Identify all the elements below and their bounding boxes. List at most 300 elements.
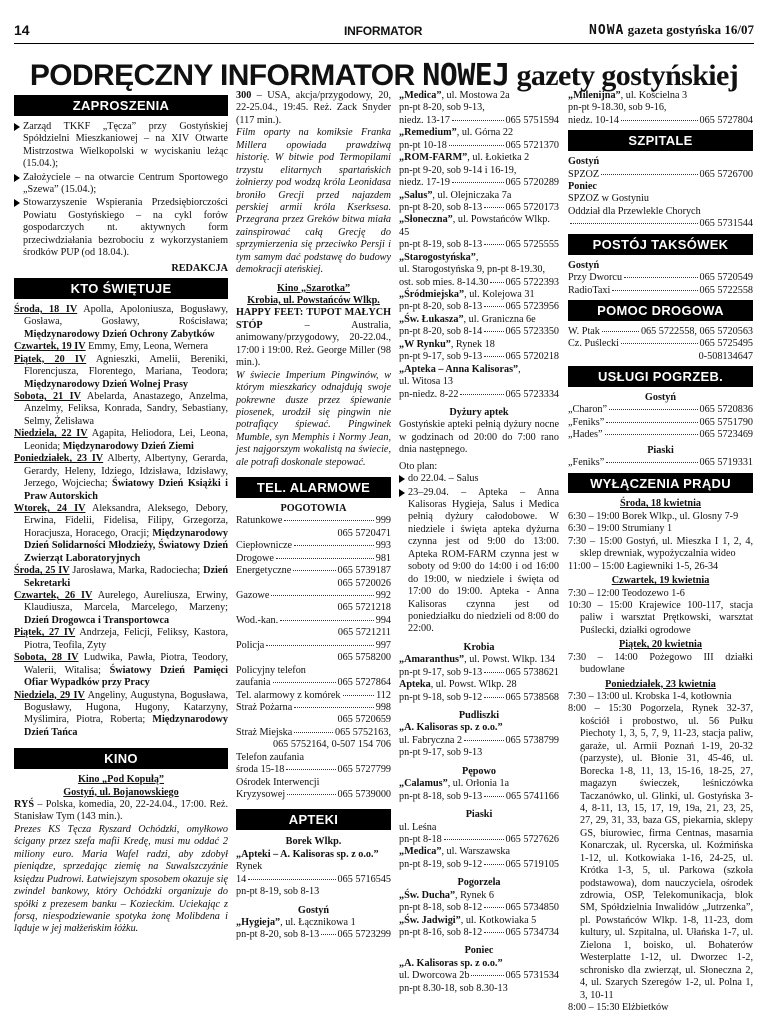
zaproszenie-item: Zarząd TKKF „Tęcza” przy Gostyńskiej Spółdzielni Mieszkaniowej – na XIV Otwarte Mistrzostwa Wielkopolski w wyciskaniu leżąc (15.04.); <box>14 121 228 171</box>
tel-row <box>236 540 391 552</box>
outage-item: 7:30 – 14:00 Pożegowo III działki budowlane <box>568 651 753 676</box>
pomoc-drogowa-header: POMOC DROGOWA <box>568 300 753 321</box>
dot-leader <box>471 975 503 976</box>
pharmacy-name: „Milenijna” <box>568 90 621 101</box>
pharmacy-phone-row <box>399 692 559 704</box>
kto-swietuje-list <box>14 304 228 739</box>
pharmacy-addr: Rynek <box>236 861 263 873</box>
apteki-krobia-head: Krobia <box>463 641 495 653</box>
nameday-date: Sobota, 21 IV <box>14 391 82 403</box>
row-label: Ratunkowe <box>236 515 283 527</box>
pharmacy-name: „Salus” <box>399 189 433 201</box>
pharmacy-line <box>399 289 559 301</box>
row-label: środa 15-18 <box>236 764 285 776</box>
row-value: 992 <box>375 590 391 602</box>
pharmacy-entry <box>236 917 391 942</box>
pharmacy-line <box>399 915 559 927</box>
tel-alarmowe-list <box>236 515 391 801</box>
tel-row <box>236 764 391 776</box>
pharmacy-addr: ul. Witosa 13 <box>399 376 454 388</box>
pharmacy-phone-row <box>399 140 559 152</box>
tel-row <box>236 690 391 702</box>
pogrzeb-gostyn: Gostyń <box>644 392 677 403</box>
pharmacy-entry <box>399 958 559 995</box>
zaproszenia-signature: REDAKCJA <box>171 262 228 274</box>
row-label: pn-pt 8-19, sob 8-13 <box>399 239 483 251</box>
row-label: Cz. Puślecki <box>568 338 619 350</box>
pharmacy-addr: ul. Starogostyńska 9, pn-pt 8-19.30, <box>399 264 546 276</box>
row-value: 065 5721370 <box>505 139 559 151</box>
kino-venue-2: Kino „Szarotka” <box>276 282 351 294</box>
dot-leader <box>294 545 374 546</box>
pharmacy-addr: , ul. Mostowa 2a <box>441 90 510 101</box>
pharmacy-phone-row <box>399 301 559 313</box>
dot-leader <box>444 839 504 840</box>
plan-item: 23–29.04. – Apteka – Anna Kalisoras Hygieja, Salus i Medica pełnią dyżury całodobowe. W niedziele i święta apteka dyżurna czynna jest od 9:00 do 13:00. Apteka ROM-FARM czynna jest w soboty od 9:00 do 14:00 i od 16:00 do 19:00, w niedziele i święta od 17:00 do 19:00. Apteka - Anna Kalisoras czynna jest od poniedziałku do niedzieli od 8:00 do 22:00. <box>399 487 559 636</box>
outage-date: Czwartek, 19 kwietnia <box>611 575 710 587</box>
szpitale-poniec: Poniec <box>568 181 597 193</box>
tel-row <box>236 515 391 527</box>
row-value: 065 5720173 <box>505 201 559 213</box>
row-value: 065 5725555 <box>505 239 559 251</box>
pharmacy-hours: pn-pt 8.30-18, sob 8.30-13 <box>399 982 508 994</box>
section-title: INFORMATOR <box>344 24 423 38</box>
szpital-label: SPZOZ <box>568 168 600 180</box>
nameday-occasion: Dzień Drogowca i Transportowca <box>24 614 170 626</box>
row-label: Ciepłownicze <box>236 540 293 552</box>
dot-leader <box>266 645 373 646</box>
pharmacy-line <box>399 679 559 691</box>
dot-leader <box>606 422 697 423</box>
row-value: 065 5723299 <box>337 929 391 941</box>
nameday-date: Czwartek, 19 IV <box>14 341 86 353</box>
pharmacy-addr: , ul. Powstańców Wlkp. 45 <box>399 214 550 238</box>
film-300 <box>236 90 391 127</box>
pomoc-extra: 0-508134647 <box>698 350 753 362</box>
pharmacy-addr: , Rynek 18 <box>450 338 495 350</box>
nameday-names: Alberty, Albertyny, Gerarda, Gerardy, Heleny, Idziego, Idzisława, Idzisławy, Jerzego, Wojciecha; <box>24 453 228 490</box>
dot-leader <box>624 277 697 278</box>
nameday-entry <box>14 690 228 740</box>
pharmacy-name: „Starogostyńska” <box>399 251 476 263</box>
tel-row <box>236 615 391 627</box>
dot-leader <box>484 697 503 698</box>
nameday-entry <box>14 565 228 590</box>
row-label: RadioTaxi <box>568 284 611 296</box>
nameday-date: Piątek, 20 IV <box>14 353 87 365</box>
pharmacy-addr: , ul. Kościelna 3 <box>620 90 688 101</box>
szpital-poniec-l2: Oddział dla Przewlekle Chorych <box>568 205 701 217</box>
pharmacy-entry <box>236 849 391 899</box>
pharmacy-name: „W Rynku” <box>399 338 451 350</box>
dot-leader <box>490 282 503 283</box>
kino-header: KINO <box>14 748 228 769</box>
uslugi-pogrzeb-header: USŁUGI POGRZEB. <box>568 366 753 387</box>
kino-venue-1-addr: Gostyń, ul. Bojanowskiego <box>63 786 179 798</box>
row-label: pn-pt 8-18 <box>399 833 442 845</box>
outage-item: 7:30 – 15:00 Gostyń, ul. Mieszka I 1, 2, 4, sklep drewniak, wypożyczalnia wideo <box>568 535 753 560</box>
column-2 <box>236 90 391 942</box>
film-rys-desc: Prezes KS Tęcza Ryszard Ochódzki, omyłkowo ścigany przez szefa mafii Kredę, musi mu oddać 2 miliony euro. Maria Wafel radzi, aby zdobył pieniądze, sprzedając ziemię na Suwalszczyźnie księdzu Pudrowi. Łatwiejszym sposobem okazuje się zwindel bankowy, który Ochódzki organizuje do spółki z prezesem banku – Kozieckim. Uciekając z forsą, niespodziewanie spotyka żonę Molibdena i ląduje w jej małżeńskim łóżku. <box>14 823 228 935</box>
pharmacy-name: „Apteka – Anna Kalisoras” <box>399 363 519 375</box>
tel-label: Telefon zaufania <box>236 751 305 763</box>
row-value: 065 5741166 <box>505 790 559 802</box>
row-value: 065 5723350 <box>505 326 559 338</box>
pharmacy-name: „Św. Ducha” <box>399 889 456 901</box>
row-value: 993 <box>375 540 391 552</box>
row-value: 065 5734850 <box>505 902 559 914</box>
pharmacy-phone-row <box>236 929 391 941</box>
dot-leader <box>484 796 504 797</box>
nameday-date: Niedziela, 22 IV <box>14 428 88 440</box>
row-label: Wod.-kan. <box>236 614 279 626</box>
column-3 <box>399 90 559 995</box>
szpital-phone: 065 5731544 <box>699 218 753 230</box>
pharmacy-phone-row <box>399 902 559 914</box>
pharmacy-name: „Medica” <box>399 846 442 858</box>
apteki-pogorzela <box>399 890 559 940</box>
pharmacy-hours: pn-pt 9-17, sob 9-13 <box>399 747 483 759</box>
pharmacy-addr: , <box>475 251 479 263</box>
taxi-row <box>568 285 753 297</box>
row-label: niedz. 10-14 <box>568 114 619 126</box>
nameday-names: Apolla, Apoloniusza, Bogusławy, Gosława, Gosławy, Rościsława; <box>24 303 228 328</box>
tel-row <box>236 553 391 565</box>
pogrzeb-gostyn-list <box>568 404 753 441</box>
row-value: 065 5752163, <box>334 726 391 738</box>
tel-row <box>236 640 391 652</box>
nameday-date: Środa, 25 IV <box>14 565 70 577</box>
pharmacy-entry <box>568 90 753 127</box>
pharmacy-entry <box>399 654 559 679</box>
pogrzeb-piaski-list <box>568 457 753 469</box>
row-label: Straż Pożarna <box>236 701 293 713</box>
szpital-phone: 065 5726700 <box>699 168 753 180</box>
row-label: ul. Dworcowa 2b <box>399 970 470 982</box>
tel-value: 065 5752164, 0-507 154 706 <box>272 739 391 751</box>
pharmacy-phone-row <box>399 667 559 679</box>
tow-row <box>568 326 753 338</box>
row-value: 999 <box>375 515 391 527</box>
pharmacy-line <box>399 846 559 858</box>
tel-value: 065 5720471 <box>337 527 391 539</box>
pharmacy-phone-row <box>399 859 559 871</box>
pomoc-drogowa-list <box>568 326 753 351</box>
szpitale-header: SZPITALE <box>568 130 753 151</box>
taxi-row <box>568 272 753 284</box>
row-value: 065 5738799 <box>505 734 559 746</box>
row-label: pn-pt 9-17, sob 9-13 <box>399 666 483 678</box>
dot-leader <box>293 570 335 571</box>
pharmacy-line <box>399 314 559 326</box>
dot-leader <box>464 740 503 741</box>
pharmacy-addr: , ul. Łokietka 2 <box>467 152 530 164</box>
pharmacy-entry <box>399 289 559 314</box>
apteki-pepowo-head: Pępowo <box>462 765 496 777</box>
page-number: 14 <box>14 22 30 38</box>
row-value: 994 <box>375 614 391 626</box>
nameday-date: Piątek, 27 IV <box>14 627 76 639</box>
row-label: pn-pt 8-20, sob 8-14 <box>399 326 483 338</box>
pharmacy-line <box>568 90 753 102</box>
outage-item: 7:30 – 13:00 ul. Krobska 1-4, kotłownia <box>568 691 732 703</box>
pharmacy-name: „Św. Łukasza” <box>399 313 464 325</box>
pharmacy-line <box>236 849 391 874</box>
nameday-names: Aleksandra, Aleksego, Debory, Erwina, Fidelii, Fidelisa, Filipy, Grzegorza, Horacjusza, Horacego, Oracji; <box>24 502 228 539</box>
pharmacy-entry <box>399 890 559 915</box>
apteki-poniec <box>399 958 559 995</box>
row-label: „Feniks” <box>568 416 605 428</box>
pharmacy-line <box>399 958 559 970</box>
tel-row <box>236 565 391 577</box>
tel-alarmowe-header: TEL. ALARMOWE <box>236 477 391 498</box>
row-label: pn-pt 9-17, sob 9-13 <box>399 351 483 363</box>
pharmacy-name: Apteka <box>399 679 431 691</box>
outage-item: 8:00 – 15:30 Elżbietków <box>568 1001 669 1013</box>
pharmacy-entry <box>399 339 559 364</box>
row-value: 065 5719105 <box>505 858 559 870</box>
row-label: pn-pt 8-20, sob 8-13 <box>399 201 483 213</box>
pharmacy-name: „Calamus” <box>399 778 448 790</box>
funeral-row <box>568 417 753 429</box>
row-value: 065 5723956 <box>505 301 559 313</box>
funeral-row <box>568 404 753 416</box>
dot-leader <box>248 879 335 880</box>
nameday-occasion: Międzynarodowy Dzień Tańca <box>24 714 228 738</box>
headline-part3: gazety gostyńskiej <box>509 59 739 92</box>
dot-leader <box>294 732 333 733</box>
pharmacy-addr: , ul. Orłonia 1a <box>447 778 510 790</box>
row-label: Straż Miejska <box>236 726 293 738</box>
dot-leader <box>606 462 697 463</box>
row-value: 065 5720836 <box>699 404 753 416</box>
dot-leader <box>286 769 335 770</box>
outage-item: 8:00 – 15:30 Pogorzela, Rynek 32-37, kościół i probostwo, ul. 56 Pułku Piechoty 1, 3, 5, 7, 9, 11-23, stacja paliw, garaże, ul. Armii Poznań 1-19, 20-32 (parzyste), ul. Błonie 31, 45-46, ul. Borecka 1-8, 11, 13, 15-16, 18-25, 27, magazyn świeczek, leśniczówka Taczanówko, ul. Glinki, ul. Gostyńska 3-4, 8-11, 13, 15, 17, 19, 19a, 21, 23, 25, 27, 29, 31, 33, baza GS, piekarnia, sklepy GS, biurowiec, firma Centnas, masarnia Konarczak, ul. Rycerska, ul. Koźmińska 1-12, ul. Kotkowiaka 1-16, 24-25, ul. Krótka 1-3, 5, ul. Parkowa (szkoła podstawowa), dom nauczyciela, ośrodek zdrowia, OSP, Telekomunikacja, blok SM, Spółdzielnia Inwalidów „Jutrzenka”, pl. Powstańców Wlkp. 1-8, 11-23, dom kultury, ul. Szpitalna, ul. Ułańska 1-7, ul. Zielona 1, boisko, ul. Bohaterów Westerplatte 1-12, ul. Dworzec 1-2, schronisko dla zwierząt, ul. Słoneczna 2, 4, ul. Szarych Szeregów 1-2, ul. Polna 1, 3, 10-11 <box>568 703 753 1001</box>
pharmacy-addr: , ul. Powst. Wlkp. 134 <box>464 654 556 666</box>
pharmacy-line <box>399 190 559 202</box>
pharmacy-name: „Apteki – A. Kalisoras sp. z o.o.” <box>236 848 379 860</box>
outage-item: 11:00 – 15:00 Łagiewniki 1-5, 26-34 <box>568 560 719 572</box>
dot-leader <box>621 343 698 344</box>
pharmacy-addr: , ul. Kolejowa 31 <box>464 289 535 300</box>
row-value: 112 <box>376 689 391 701</box>
nameday-occasion: Międzynarodowy Dzień Solidarności Młodzieży, Światowy Dzień Zwierząt Laboratoryjnych <box>24 527 228 564</box>
pharmacy-phone-row <box>399 326 559 338</box>
pharmacy-entry <box>399 364 559 401</box>
row-label: pn-pt 8-18, sob 8-12 <box>399 902 483 914</box>
outage-date: Środa, 18 kwietnia <box>619 498 702 510</box>
tel-row <box>236 789 391 801</box>
column-4 <box>568 90 753 1014</box>
publication-nowa: NOWA <box>589 23 625 38</box>
nameday-date: Czwartek, 26 IV <box>14 590 93 602</box>
pharmacy-phone-row <box>399 277 559 289</box>
row-label: „Feniks” <box>568 457 605 469</box>
pharmacy-addr: , ul. Warszawska <box>441 846 511 858</box>
page-header <box>14 22 754 48</box>
row-label: W. Ptak <box>568 325 600 337</box>
tel-value: 065 5721211 <box>337 627 391 639</box>
row-value: 065 5727626 <box>505 833 559 845</box>
row-label: pn-niedz. 8-22 <box>399 388 459 400</box>
row-label: Tel. alarmowy z komórek <box>236 689 341 701</box>
pharmacy-line <box>399 90 559 102</box>
dyzury-text: Gostyńskie apteki pełnią dyżury nocne w godzinach od 20:00 do 7:00 rano dnia następnego. <box>399 419 559 456</box>
dot-leader <box>452 182 504 183</box>
pharmacy-addr: , ul. Górna 22 <box>456 127 514 139</box>
dot-leader <box>284 520 373 521</box>
row-label: pn-pt 8-19, sob 9-12 <box>399 858 483 870</box>
nameday-entry <box>14 627 228 652</box>
szpitale-gostyn: Gostyń <box>568 156 600 168</box>
nameday-date: Poniedziałek, 23 IV <box>14 453 104 465</box>
pharmacy-name: „Remedium” <box>399 127 457 139</box>
nameday-names: Angeliny, Augustyna, Bogusława, Bogusławy, Hugona, Hugony, Katarzyny, Myślimira, Piotra, Roberta; <box>24 689 229 726</box>
outage-item: 7:30 – 12:00 Teodozewo 1-6 <box>568 587 685 599</box>
dot-leader <box>484 331 503 332</box>
tel-value: 065 5720659 <box>337 714 391 726</box>
header-rule <box>14 43 754 44</box>
row-value: 065 5719331 <box>699 457 753 469</box>
pharmacy-hours: pn-pt 8-19, sob 8-13 <box>236 886 320 898</box>
film-300-title: 300 <box>236 90 252 101</box>
row-value: 065 5738621 <box>505 666 559 678</box>
apteki-borek <box>236 849 391 899</box>
apteki-piaski-head: Piaski <box>465 809 493 821</box>
row-label: pn-pt 8-20, sob 8-13 <box>399 301 483 313</box>
tel-label: Ośrodek Interwencji <box>236 776 320 788</box>
outage-item: 10:30 – 15:00 Krajewice 100-117, stacja paliw i warsztat Prętkowski, warsztat Puślecki, działki ogrodowe <box>568 599 753 636</box>
row-label: ul. Fabryczna 2 <box>399 734 463 746</box>
row-value: 998 <box>375 701 391 713</box>
row-value: 065 5723334 <box>505 388 559 400</box>
dot-leader <box>460 394 503 395</box>
row-label: pn-pt 9-18, sob 9-12 <box>399 691 483 703</box>
pharmacy-phone-row <box>399 735 559 747</box>
pharmacy-entry <box>399 252 559 289</box>
apteki-gostyn-head: Gostyń <box>297 904 330 916</box>
zaproszenie-item: Założyciele – na otwarcie Centrum Sportowego „Szewa” (15.04.); <box>14 172 228 197</box>
nameday-occasion: Międzynarodowy Dzień Wolnej Prasy <box>24 378 189 390</box>
tel-label: Policyjny telefon <box>236 664 306 676</box>
plan-item: do 22.04. – Salus <box>399 473 559 485</box>
pharmacy-hours: pn-pt 8-20, sob 9-13, <box>399 102 485 114</box>
pharmacy-name: „Hygieja” <box>236 916 281 928</box>
pharmacy-entry <box>399 778 559 803</box>
pharmacy-hours: pn-pt 9-20, sob 9-14 i 16-19, <box>399 164 517 176</box>
row-value: 997 <box>375 639 391 651</box>
pharmacy-hours: pn-pt 9-18.30, sob 9-16, <box>568 102 667 114</box>
row-label: „Charon” <box>568 404 608 416</box>
nameday-date: Niedziela, 29 IV <box>14 689 85 701</box>
row-label: „Hades” <box>568 429 603 441</box>
dot-leader <box>605 434 698 435</box>
pharmacy-line <box>399 152 559 164</box>
row-value: 065 5738568 <box>505 691 559 703</box>
dot-leader <box>612 290 697 291</box>
apteki-borek-head: Borek Wlkp. <box>285 836 342 848</box>
dot-leader <box>609 409 697 410</box>
pharmacy-name: „Św. Jadwigi” <box>399 914 461 926</box>
nameday-names: Abelarda, Anastazego, Anzelma, Anzelmy, Feliksa, Konrada, Sandry, Sebastiany, Selmy, Żelisława <box>24 391 229 427</box>
row-value: 065 5727799 <box>337 764 391 776</box>
nameday-occasion: Dzień Sekretarki <box>24 565 228 589</box>
dot-leader <box>449 145 504 146</box>
row-label: Przy Dworcu <box>568 272 623 284</box>
tel-value: 065 5758200 <box>337 652 391 664</box>
nameday-names: Aurelego, Aureliusza, Erwiny, Klaudiusza, Marcela, Marcelego, Marzeny; <box>24 590 228 614</box>
nameday-names: Andrzeja, Felicji, Feliksy, Kastora, Piotra, Teofila, Zyty <box>24 627 228 651</box>
tel-row <box>236 677 391 689</box>
pharmacy-name: „Słoneczna” <box>399 214 453 226</box>
row-label: pn-pt 8-16, sob 8-12 <box>399 927 483 938</box>
film-rys <box>14 799 228 824</box>
apteki-pepowo <box>399 778 559 803</box>
nameday-names: Ludwika, Pawła, Piotra, Teodory, Walerii, Witalisa; <box>24 652 228 676</box>
pharmacy-entry <box>399 152 559 189</box>
film-rys-title: RYŚ <box>14 799 35 811</box>
tel-row <box>236 727 391 739</box>
dot-leader <box>287 794 335 795</box>
dot-leader <box>273 682 336 683</box>
pharmacy-line <box>399 778 559 790</box>
row-value: 065 5739000 <box>337 789 391 801</box>
pharmacy-name: „A. Kalisoras sp. z o.o.” <box>399 722 503 734</box>
dot-leader <box>271 595 373 596</box>
row-label: Policja <box>236 639 265 651</box>
row-label: zaufania <box>236 677 271 689</box>
row-value: 065 5722558 <box>699 284 753 296</box>
kino-venue-2-addr: Krobia, ul. Powstańców Wlkp. <box>247 295 380 306</box>
nameday-date: Wtorek, 24 IV <box>14 502 86 514</box>
outage-item: 6:30 – 19:00 Borek Wlkp., ul. Glosny 7-9 <box>568 510 739 522</box>
pharmacy-phone-row <box>399 834 559 846</box>
row-value: 981 <box>375 552 391 564</box>
row-value: 065 5723469 <box>699 429 753 441</box>
pharmacy-entry <box>399 90 559 127</box>
pharmacy-phone-row <box>399 970 559 982</box>
pharmacy-line <box>399 722 559 734</box>
dot-leader <box>343 695 375 696</box>
nameday-entry <box>14 453 228 503</box>
zaproszenie-item: Stowarzyszenie Wspierania Przedsiębiorczości Powiatu Gostyńskiego – na cykl forów gospodarczych nt. aktywnych form przeciwdziałania bezrobociu z wykorzystaniem środków PUP (od 18.04.). <box>14 197 228 259</box>
pharmacy-entry <box>399 314 559 339</box>
szpital-poniec-l1: SPZOZ w Gostyniu <box>568 193 649 205</box>
dot-leader <box>484 864 503 865</box>
pharmacy-phone-row <box>399 927 559 939</box>
row-value: 065 5751790 <box>699 416 753 428</box>
funeral-row <box>568 429 753 441</box>
pharmacy-entry <box>399 214 559 251</box>
kino-venue-1: Kino „Pod Kopułą” <box>77 774 165 786</box>
nameday-entry <box>14 428 228 453</box>
headline-nowej: NOWEJ <box>422 58 510 93</box>
apteki-gostyn-part2 <box>399 90 559 401</box>
pharmacy-phone-row <box>236 874 391 886</box>
film-300-desc: Film oparty na komiksie Franka Millera opowiada prawdziwą historię. W bitwie pod Termopilami trzystu elitarnych spartańskich żołnierzy pod wodzą króla Leonidasa broniło Grecji przed najazdem perskiej armii króla Kserksesa. Przegrana przez Greków bitwa miała zainspirować całą Grecję do sprzymierzenia się przeciwko Persji i tym samym dać podstawę do budowy demokracji ateńskiej. <box>236 127 391 276</box>
pharmacy-addr: , ul. Olejniczaka 7a <box>432 189 512 201</box>
apteki-krobia <box>399 654 559 704</box>
nameday-occasion: Międzynarodowy Dzień Ochrony Zabytków <box>24 328 215 340</box>
dot-leader <box>602 331 639 332</box>
pharmacy-entry <box>399 722 559 759</box>
nameday-names: Agnieszki, Amelii, Bereniki, Florencjusza, Florentego, Mariana, Teodora; <box>24 353 228 378</box>
funeral-row <box>568 457 753 469</box>
szpital-spzoz <box>568 169 753 181</box>
row-label: niedz. 17-19 <box>399 177 450 189</box>
pharmacy-addr: ul. Leśna <box>399 821 437 833</box>
pharmacy-addr: , ul. Łącznikowa 1 <box>280 916 356 928</box>
